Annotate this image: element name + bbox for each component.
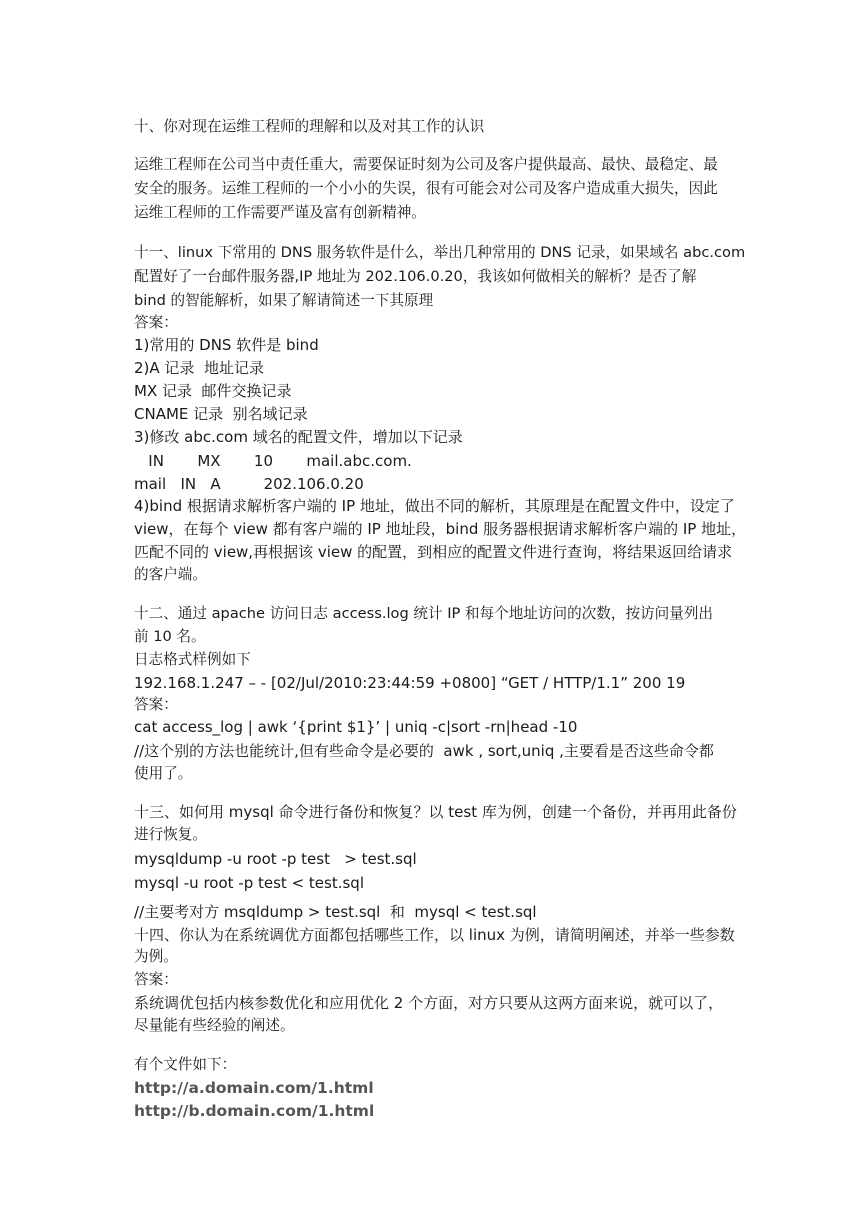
answer-line: 4)bind 根据请求解析客户端的 IP 地址，做出不同的解析，其原理是在配置文件中，设定了 xyxy=(134,497,735,515)
paragraph-line: 安全的服务。运维工程师的一个小小的失误，很有可能会对公司及客户造成重大损失，因此 xyxy=(134,180,718,197)
command-line: mysql -u root -p test < test.sql xyxy=(134,874,364,892)
answer-label: 答案： xyxy=(134,971,178,988)
section-11-heading: 十一、linux 下常用的 DNS 服务软件是什么，举出几种常用的 DNS 记录，如果域名 abc.com xyxy=(134,244,746,261)
paragraph-line: 为例。 xyxy=(134,948,178,965)
paragraph-line: bind 的智能解析，如果了解请简述一下其原理 xyxy=(134,292,434,309)
url-line: http://a.domain.com/1.html xyxy=(134,1079,374,1097)
answer-line: 3)修改 abc.com 域名的配置文件，增加以下记录 xyxy=(134,428,463,446)
section-13-heading: 十三、如何用 mysql 命令进行备份和恢复？以 test 库为例，创建一个备份，并再用此备份 xyxy=(134,803,737,821)
dns-record-line: mail IN A 202.106.0.20 xyxy=(134,475,364,493)
paragraph-line: 日志格式样例如下 xyxy=(134,651,251,668)
section-12-heading: 十二、通过 apache 访问日志 access.log 统计 IP 和每个地址访问的次数，按访问量列出 xyxy=(134,605,714,622)
answer-label: 答案： xyxy=(134,696,178,713)
answer-line: 2)A 记录 地址记录 xyxy=(134,359,264,377)
section-10-heading: 十、你对现在运维工程师的理解和以及对其工作的认识 xyxy=(134,118,485,135)
paragraph-line: 配置好了一台邮件服务器,IP 地址为 202.106.0.20，我该如何做相关的解析？是否了解 xyxy=(134,268,697,285)
url-line: http://b.domain.com/1.html xyxy=(134,1102,375,1120)
paragraph-line: 运维工程师在公司当中责任重大，需要保证时刻为公司及客户提供最高、最快、最稳定、最 xyxy=(134,156,718,173)
comment-line: //这个别的方法也能统计,但有些命令是必要的 awk , sort,uniq ,主要看是否这些命令都 xyxy=(134,742,714,760)
section-14-heading: 十四、你认为在系统调优方面都包括哪些工作，以 linux 为例，请简明阐述，并举一些参数 xyxy=(134,926,735,944)
answer-line: 的客户端。 xyxy=(134,566,207,583)
answer-line: CNAME 记录 别名域记录 xyxy=(134,405,308,423)
log-sample-line: 192.168.1.247 – - [02/Jul/2010:23:44:59 +0800] “GET / HTTP/1.1” 200 19 xyxy=(134,674,686,692)
command-line: mysqldump -u root -p test > test.sql xyxy=(134,850,417,868)
command-line: cat access_log | awk ‘{print $1}’ | uniq -c|sort -rn|head -10 xyxy=(134,718,578,736)
answer-line: 尽量能有些经验的阐述。 xyxy=(134,1017,295,1034)
answer-line: 匹配不同的 view,再根据该 view 的配置，到相应的配置文件进行查询，将结果返回给请求 xyxy=(134,543,733,561)
paragraph-line: 运维工程师的工作需要严谨及富有创新精神。 xyxy=(134,204,426,221)
answer-label: 答案： xyxy=(134,314,178,331)
comment-line: 使用了。 xyxy=(134,765,193,782)
paragraph-line: 进行恢复。 xyxy=(134,826,207,843)
dns-record-line: IN MX 10 mail.abc.com. xyxy=(134,452,412,470)
answer-line: 1)常用的 DNS 软件是 bind xyxy=(134,336,319,354)
answer-line: 系统调优包括内核参数优化和应用优化 2 个方面，对方只要从这两方面来说，就可以了， xyxy=(134,994,724,1012)
paragraph-line: 前 10 名。 xyxy=(134,628,206,645)
answer-line: MX 记录 邮件交换记录 xyxy=(134,382,292,400)
answer-line: view，在每个 view 都有客户端的 IP 地址段，bind 服务器根据请求解析客户端的 IP 地址， xyxy=(134,520,747,538)
paragraph-line: 有个文件如下： xyxy=(134,1056,237,1073)
comment-line: //主要考对方 msqldump > test.sql 和 mysql < test.sql xyxy=(134,903,537,921)
